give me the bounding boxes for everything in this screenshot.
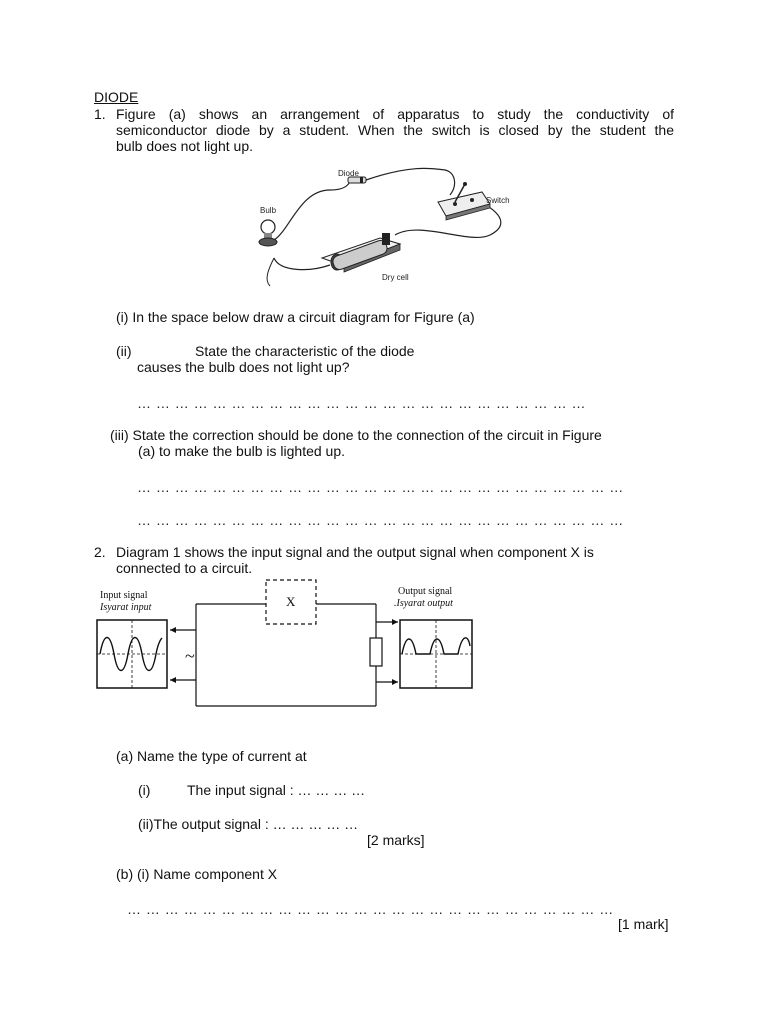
input-oscilloscope [97, 620, 167, 688]
switch-label: Switch [486, 196, 510, 205]
resistor-icon [370, 638, 382, 666]
q1-part-ii-line2: causes the bulb does not light up? [137, 359, 350, 375]
output-oscilloscope [400, 620, 472, 688]
diode-label: Diode [338, 169, 359, 178]
bulb-icon [259, 220, 277, 246]
ac-source-icon: ~ [185, 646, 195, 666]
output-signal-label: Output signal [398, 586, 453, 597]
bulb-label: Bulb [260, 206, 277, 215]
dry-cell-icon [322, 233, 400, 272]
q1-text-line3: bulb does not light up. [116, 138, 253, 154]
figure-a-apparatus [250, 160, 530, 290]
q1-text-line1: Figure (a) shows an arrangement of apparatus to study the conductivity of [116, 106, 674, 122]
q1-part-iii-answer-line-2: … … … … … … … … … … … … … … … … … … … … … … … … … … [137, 512, 624, 528]
q1-part-iii-answer-line-1: … … … … … … … … … … … … … … … … … … … … … … … … … … [137, 479, 624, 495]
output-signal-label-ms: .Isyarat output [394, 598, 453, 609]
input-signal-label-ms: Isyarat input [100, 602, 152, 613]
q1-part-i: (i) In the space below draw a circuit diagram for Figure (a) [116, 309, 475, 325]
q1-text-line2: semiconductor diode by a student. When the switch is closed by the student the [116, 122, 674, 138]
q2-number: 2. [94, 544, 106, 560]
q1-part-ii-answer-line: … … … … … … … … … … … … … … … … … … … … … … … … [137, 395, 586, 411]
q2-part-a-i-text: The input signal : … … … … [187, 782, 366, 798]
q1-part-iii-line2: (a) to make the bulb is lighted up. [138, 443, 346, 459]
q2-part-a-marks: [2 marks] [367, 832, 425, 848]
q2-part-b-marks: [1 mark] [618, 916, 669, 932]
dry-cell-label: Dry cell [382, 273, 409, 282]
component-x-label: X [286, 594, 296, 609]
input-signal-label: Input signal [100, 590, 148, 601]
q2-part-b-answer-line: … … … … … … … … … … … … … … … … … … … … … … … … … … [127, 901, 614, 917]
q2-part-a-ii-text: (ii)The output signal : … … … … … [138, 816, 359, 832]
q2-part-a: (a) Name the type of current at [116, 748, 307, 764]
q2-text-line2: connected to a circuit. [116, 560, 253, 576]
q1-part-ii-label: (ii) [116, 343, 132, 359]
diagram-1 [90, 576, 480, 712]
q2-part-a-i-label: (i) [138, 782, 151, 798]
q1-part-iii-line1: (iii) State the correction should be done to the connection of the circuit in Figure [110, 427, 602, 443]
q1-part-ii-line1: State the characteristic of the diode [195, 343, 415, 359]
q1-number: 1. [94, 106, 106, 122]
q2-part-b: (b) (i) Name component X [116, 866, 278, 882]
switch-icon [438, 182, 490, 220]
q2-text-line1: Diagram 1 shows the input signal and the output signal when component X is [116, 544, 594, 560]
section-heading: DIODE [94, 89, 139, 105]
